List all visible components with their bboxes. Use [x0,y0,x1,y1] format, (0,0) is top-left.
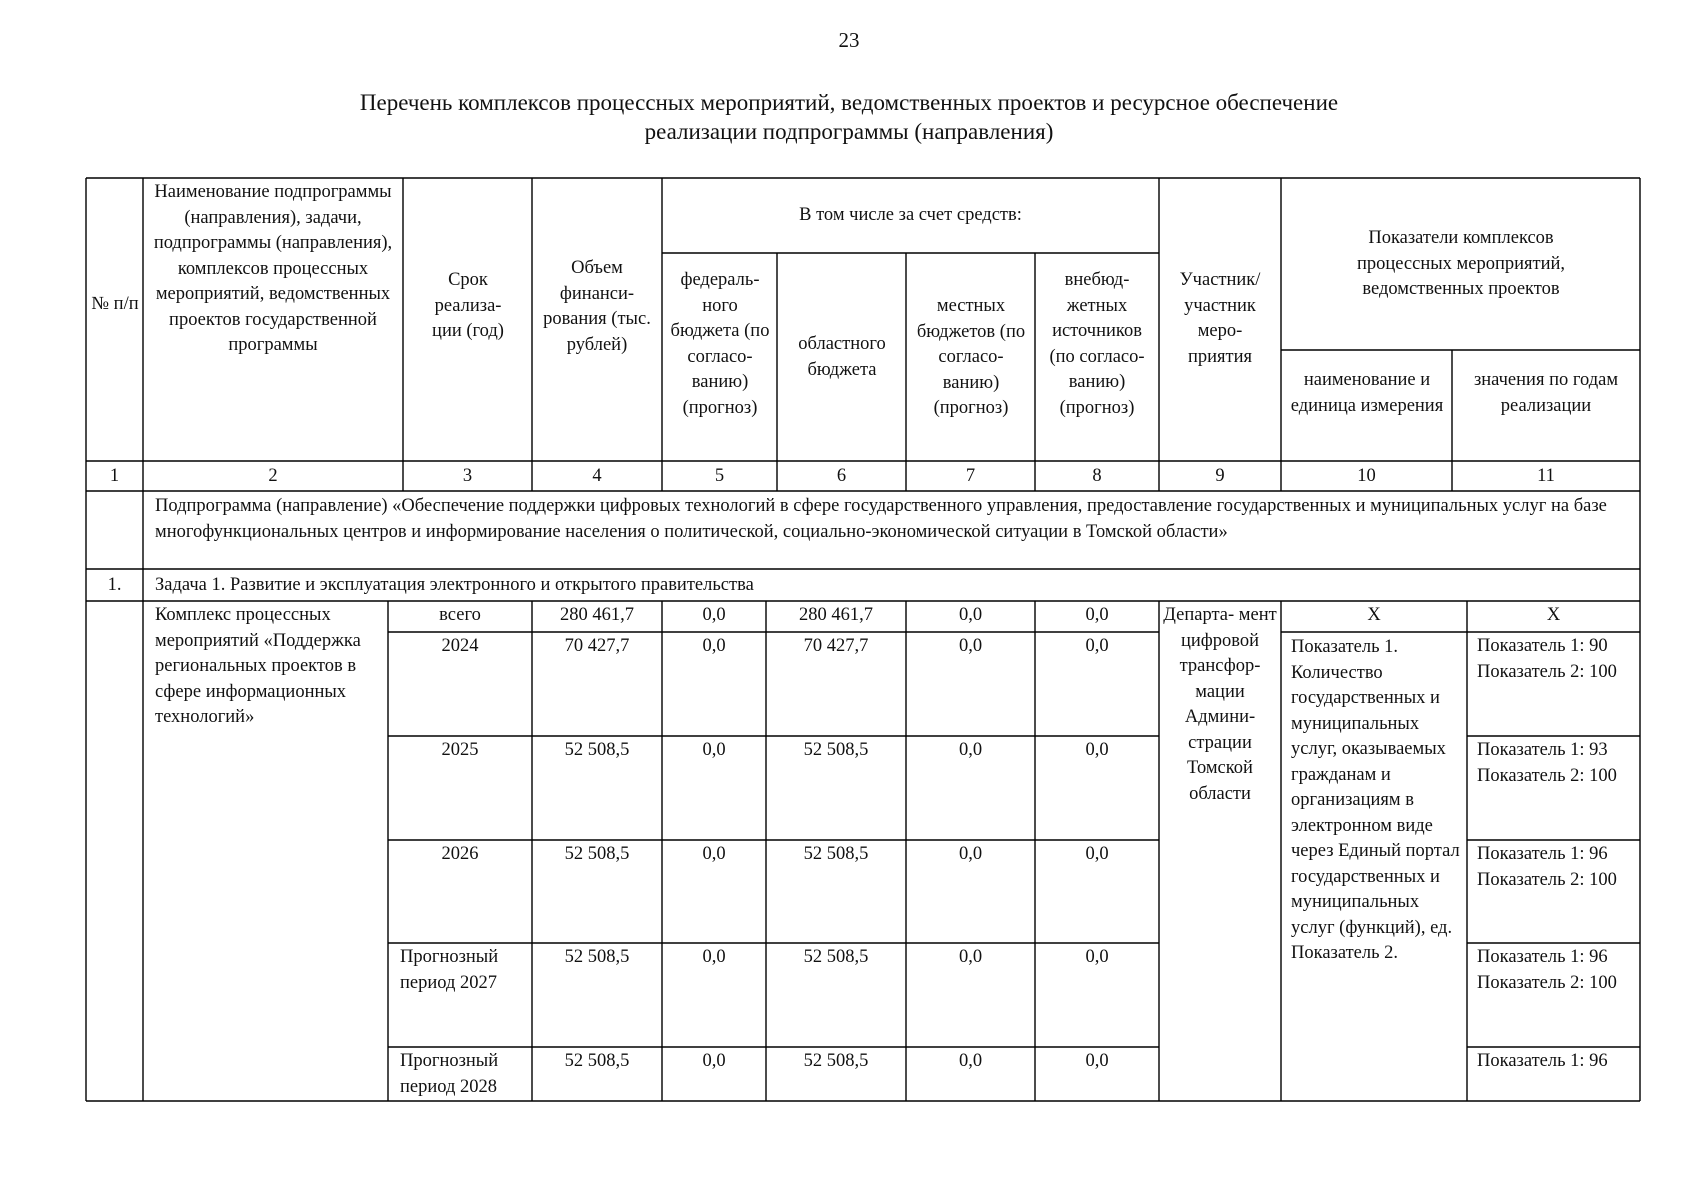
header-local: местных бюджетов (по согласо- ванию) (прогноз) [916,296,1026,418]
row-ind-name-x: X [1367,605,1381,625]
header-federal: федераль- ного бюджета (по согласо- ванию) (прогноз) [670,270,770,418]
row-local: 0,0 [958,947,983,967]
col-num-5: 5 [714,466,725,486]
col-num-7: 7 [965,466,976,486]
row-offbudget: 0,0 [1085,605,1109,625]
row-federal: 0,0 [702,947,726,967]
row-local: 0,0 [958,844,983,864]
indicator-name: Показатель 1. Количество государственных и муниципальных услуг, оказываемых гражданам и организациям в электронном виде через Единый портал государственных и муниципальных услуг (функций), ед. Показатель 2. [1291,637,1460,963]
header-name: Наименование подпрограммы (направления), задачи, подпрограммы (направления), комплексов процессных мероприятий, ведомственных проектов государственной программы [153,182,393,355]
col-num-9: 9 [1215,466,1225,486]
row-regional: 52 508,5 [803,947,869,967]
col-num-3: 3 [462,466,473,486]
col-num-8: 8 [1092,466,1102,486]
row-volume: 52 508,5 [564,1051,630,1071]
header-participant: Участник/ участник меро- приятия [1179,270,1261,367]
row-offbudget: 0,0 [1085,740,1109,760]
title-line-1: Перечень комплексов процессных мероприятий, ведомственных проектов и ресурсное обеспечение [359,90,1339,115]
title-line-2: реализации подпрограммы (направления) [644,119,1054,144]
row-year: 2024 [441,636,479,656]
col-num-4: 4 [592,466,602,486]
row-federal: 0,0 [702,740,726,760]
col-num-11: 11 [1537,466,1555,486]
row-federal: 0,0 [702,636,726,656]
row-year: Прогнозный период 2027 [400,947,499,993]
header-regional: областного бюджета [798,334,886,380]
row-local: 0,0 [958,636,983,656]
complex-name: Комплекс процессных мероприятий «Поддержка региональных проектов в сфере информационных технологий» [155,605,361,727]
row-federal: 0,0 [702,605,726,625]
header-incl: В том числе за счет средств: [799,205,1022,225]
task-title: Задача 1. Развитие и эксплуатация электронного и открытого правительства [155,575,754,595]
row-ind-value: Показатель 1: 90 Показатель 2: 100 [1477,636,1617,682]
subprogram-title: Подпрограмма (направление) «Обеспечение поддержки цифровых технологий в сфере государственного управления, предоставление государственных и муниципальных услуг на базе многофункциональных центров и информирование населения о политической, социально-экономической ситуации в Томской области» [155,496,1607,542]
task-number: 1. [107,575,122,595]
col-num-2: 2 [268,466,278,486]
col-num-1: 1 [109,466,120,486]
row-regional: 52 508,5 [803,1051,869,1071]
row-federal: 0,0 [702,844,726,864]
row-regional: 280 461,7 [799,605,873,625]
page-number: 23 [838,28,860,52]
row-volume: 70 427,7 [564,636,630,656]
row-year: Прогнозный период 2028 [400,1051,499,1097]
col-num-10: 10 [1357,466,1376,486]
header-num: № п/п [91,294,139,314]
row-local: 0,0 [958,1051,983,1071]
row-volume: 280 461,7 [560,605,634,625]
header-ind-values: значения по годам реализации [1473,370,1619,416]
row-local: 0,0 [958,740,983,760]
row-year: 2025 [441,740,479,760]
col-num-6: 6 [836,466,847,486]
row-ind-value: Показатель 1: 93 Показатель 2: 100 [1477,740,1617,786]
row-offbudget: 0,0 [1085,1051,1109,1071]
page-title [0,88,1698,146]
row-regional: 52 508,5 [803,740,869,760]
row-volume: 52 508,5 [564,947,630,967]
row-ind-value: Показатель 1: 96 [1477,1051,1608,1071]
row-federal: 0,0 [702,1051,726,1071]
row-regional: 70 427,7 [803,636,869,656]
row-ind-value: Показатель 1: 96 Показатель 2: 100 [1477,844,1617,890]
header-indicators: Показатели комплексов процессных мероприятий, ведомственных проектов [1356,228,1566,299]
row-year: всего [439,605,481,625]
header-volume: Объем финанси- рования (тыс. рублей) [543,258,651,355]
row-volume: 52 508,5 [564,844,630,864]
participant-name: Департа- мент цифровой трансфор- мации Админи- страции Томской области [1163,605,1277,804]
row-offbudget: 0,0 [1085,636,1109,656]
row-ind-value: Показатель 1: 96 Показатель 2: 100 [1477,947,1617,993]
row-ind-value: X [1546,605,1561,625]
row-offbudget: 0,0 [1085,844,1109,864]
row-regional: 52 508,5 [803,844,869,864]
header-ind-name: наименование и единица измерения [1290,370,1444,416]
row-offbudget: 0,0 [1085,947,1109,967]
row-volume: 52 508,5 [564,740,630,760]
row-year: 2026 [441,844,479,864]
row-local: 0,0 [958,605,983,625]
header-term: Срок реализа- ции (год) [432,270,504,341]
header-offbudget: внебюд- жетных источников (по согласо- ванию) (прогноз) [1049,270,1145,418]
